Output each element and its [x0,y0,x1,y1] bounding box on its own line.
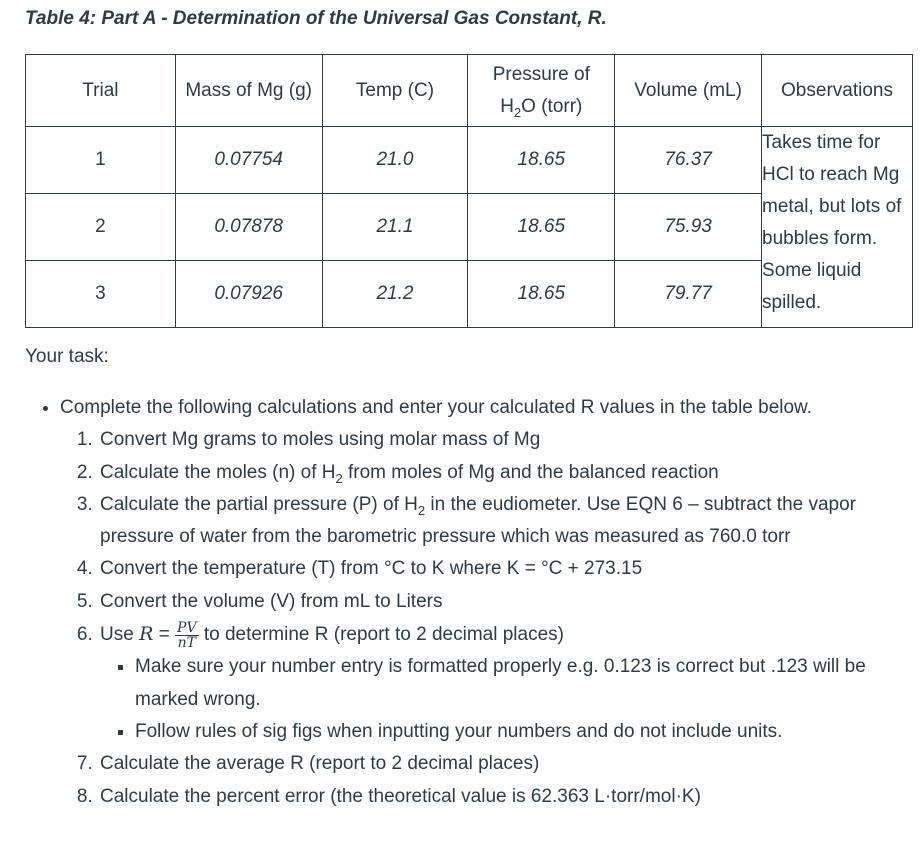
cell-pressure: 18.65 [468,127,615,194]
step-5: 5. Convert the volume (V) from mL to Liters [98,586,910,618]
header-volume: Volume (mL) [615,55,762,127]
header-pressure [468,55,615,127]
table-caption: Table 4: Part A - Determination of the Universal Gas Constant, R. [25,8,607,29]
header-observations: Observations [762,55,913,127]
step-2-sub: 2 [335,470,343,486]
formula-equals: = [153,624,176,646]
cell-pressure: 18.65 [468,261,615,328]
step-6 [98,618,910,748]
header-pressure-sub: 2 [513,104,522,120]
cell-temp: 21.0 [322,127,468,194]
step-2-text-a: Calculate the moles (n) of H [100,461,336,483]
data-table [25,54,913,328]
cell-mass: 0.07878 [175,194,322,261]
step-3-sub: 2 [417,502,426,518]
step-8: 8. Calculate the percent error (the theoretical value is 62.363 L·torr/mol·K) [98,781,910,813]
formula-numerator: PV [177,619,197,636]
cell-volume: 79.77 [615,261,762,328]
task-list [30,392,910,813]
steps-list [60,424,910,813]
cell-trial: 3 [26,261,176,328]
cell-temp: 21.2 [322,261,468,328]
cell-trial: 1 [26,127,176,194]
formula-denominator: nT [177,634,196,651]
cell-mass: 0.07754 [175,127,322,194]
step-3-text-a: Calculate the partial pressure (P) of H [100,493,418,515]
task-intro-text: Complete the following calculations and enter your calculated R values in the table below. [60,397,813,418]
task-label: Your task: [25,346,109,367]
step-6-note-2: ▪ Follow rules of sig figs when inputting your numbers and do not include units. [135,716,910,748]
step-6-note-1: ▪ Make sure your number entry is formatted properly e.g. 0.123 is correct but .123 will be marked wrong. [135,651,910,716]
cell-mass: 0.07926 [175,261,322,328]
cell-temp: 21.1 [322,194,468,261]
step-1: 1. Convert Mg grams to moles using molar mass of Mg [98,424,910,456]
step-7: 7. Calculate the average R (report to 2 decimal places) [98,748,910,780]
header-mass: Mass of Mg (g) [175,55,322,127]
step-6-text-b: to determine R (report to 2 decimal places) [198,624,564,646]
cell-trial: 2 [26,194,176,261]
formula-fraction [175,621,199,650]
header-trial: Trial [26,55,176,127]
step-3-text-b: in the eudiometer. Use EQN 6 – subtract the vapor pressure of water from the barometric pressure which was measured as 760.0 torr [100,493,857,548]
step-6-text-a: Use [100,624,140,646]
step-2-text-b: from moles of Mg and the balanced reaction [342,461,719,483]
cell-volume: 76.37 [615,127,762,194]
header-pressure-h: H [500,95,514,117]
cell-observations: Takes time for HCl to reach Mg metal, but lots of bubbles form. Some liquid spilled. [762,127,913,328]
task-instructions [30,392,910,813]
step-2 [98,457,910,489]
step-4: 4. Convert the temperature (T) from °C to K where K = °C + 273.15 [98,553,910,585]
step-3 [98,489,910,554]
formula-r: R [139,623,154,646]
header-pressure-rest: O (torr) [521,95,583,117]
task-intro [60,392,910,813]
step-6-notes [100,651,910,748]
header-pressure-line1: Pressure of [492,63,590,85]
header-row [26,55,913,127]
cell-volume: 75.93 [615,194,762,261]
cell-pressure: 18.65 [468,194,615,261]
header-temp: Temp (C) [322,55,468,127]
table-row [26,127,913,194]
